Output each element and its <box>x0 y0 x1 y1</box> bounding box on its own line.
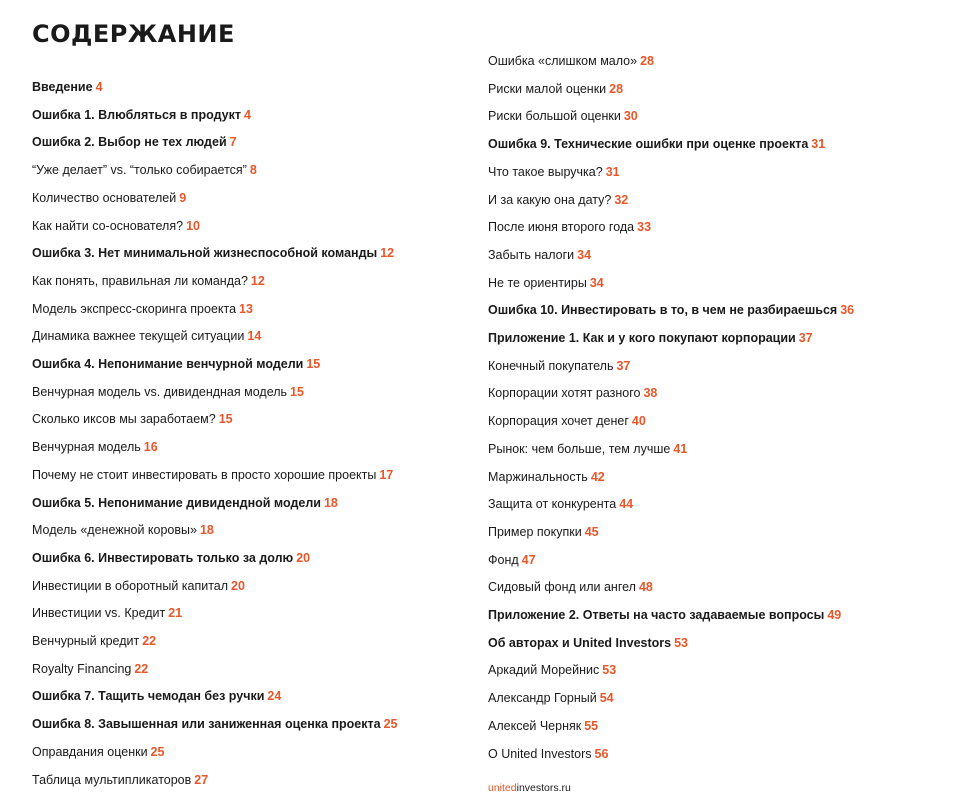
toc-entry-page: 49 <box>827 608 842 622</box>
toc-entry-page: 37 <box>616 358 631 373</box>
toc-entry[interactable] <box>488 247 591 263</box>
toc-entry-page: 25 <box>150 744 165 759</box>
toc-entry[interactable] <box>32 356 320 372</box>
toc-entry-page: 22 <box>134 661 149 676</box>
toc-entry-page: 36 <box>840 303 855 318</box>
toc-entry-title: Ошибка 10. Инвестировать в то, в чем не разбираешься <box>488 303 838 318</box>
footer-url[interactable] <box>488 782 571 794</box>
toc-entry[interactable] <box>488 219 651 235</box>
toc-entry[interactable] <box>32 384 304 400</box>
toc-entry[interactable] <box>488 330 813 346</box>
toc-entry-page: 31 <box>811 137 826 152</box>
toc-entry-title: Ошибка 5. Непонимание дивидендной модели <box>32 495 321 510</box>
toc-entry-title: Не те ориентиры <box>488 275 587 290</box>
toc-entry[interactable] <box>488 302 854 318</box>
toc-entry-title: Фонд <box>488 552 519 567</box>
toc-entry-title: Модель «денежной коровы» <box>32 523 197 538</box>
toc-entry-title: Александр Горный <box>488 691 597 706</box>
toc-entry[interactable] <box>488 164 620 180</box>
toc-entry-title: Динамика важнее текущей ситуации <box>32 329 245 344</box>
toc-entry-title: Сколько иксов мы заработаем? <box>32 412 216 427</box>
toc-entry-title: Об авторах и United Investors <box>488 635 672 650</box>
toc-entry-page: 34 <box>589 275 604 290</box>
page-title: СОДЕРЖАНИЕ <box>32 20 235 48</box>
toc-entry[interactable] <box>32 245 394 261</box>
toc-entry[interactable] <box>32 218 200 234</box>
toc-entry[interactable] <box>32 162 257 178</box>
toc-entry-page: 22 <box>142 634 157 648</box>
toc-entry[interactable] <box>32 134 237 150</box>
toc-entry[interactable] <box>488 690 614 706</box>
toc-entry-title: Аркадий Морейнис <box>488 663 600 678</box>
toc-entry-page: 17 <box>379 467 394 482</box>
toc-entry[interactable] <box>32 328 261 344</box>
toc-entry-page: 8 <box>249 163 257 178</box>
toc-entry[interactable] <box>488 635 688 651</box>
toc-entry-title: Как найти со-основателя? <box>32 218 184 233</box>
toc-entry-title: Венчурный кредит <box>32 634 140 648</box>
toc-entry-title: Ошибка 4. Непонимание венчурной модели <box>32 357 304 371</box>
toc-entry-page: 15 <box>306 357 321 371</box>
toc-entry-page: 18 <box>323 495 338 510</box>
toc-entry-page: 38 <box>643 386 658 401</box>
toc-entry-title: Инвестиции в оборотный капитал <box>32 578 229 593</box>
toc-entry[interactable] <box>32 550 310 566</box>
toc-entry-page: 33 <box>637 220 652 235</box>
toc-entry[interactable] <box>488 413 646 429</box>
toc-entry-title: Риски малой оценки <box>488 81 607 96</box>
toc-entry[interactable] <box>32 79 103 95</box>
toc-entry-title: Приложение 2. Ответы на часто задаваемые вопросы <box>488 608 825 622</box>
toc-entry-title: Ошибка 7. Тащить чемодан без ручки <box>32 689 265 704</box>
toc-entry-page: 44 <box>619 497 634 512</box>
toc-entry-title: После июня второго года <box>488 220 635 235</box>
toc-entry[interactable] <box>488 192 628 208</box>
toc-entry-title: Пример покупки <box>488 524 582 539</box>
footer-url-accent: united <box>488 782 517 794</box>
toc-entry-title: Ошибка 1. Влюбляться в продукт <box>32 107 242 122</box>
toc-entry-title: Оправдания оценки <box>32 744 148 759</box>
toc-entry-title: Сидовый фонд или ангел <box>488 580 636 595</box>
toc-entry-page: 4 <box>95 80 103 94</box>
toc-entry[interactable] <box>32 439 158 455</box>
toc-entry-page: 10 <box>186 218 200 233</box>
toc-entry-title: Как понять, правильная ли команда? <box>32 273 248 288</box>
toc-entry-title: Корпорация хочет денег <box>488 414 629 429</box>
toc-entry[interactable] <box>32 661 148 677</box>
toc-entry[interactable] <box>488 136 825 152</box>
toc-entry[interactable] <box>488 81 623 97</box>
toc-entry-title: Количество основателей <box>32 190 177 205</box>
toc-entry-page: 31 <box>605 164 620 179</box>
toc-entry-title: Ошибка 8. Завышенная или заниженная оценка проекта <box>32 717 381 732</box>
toc-entry[interactable] <box>32 578 245 594</box>
toc-entry-page: 45 <box>584 524 599 539</box>
footer-url-rest: investors.ru <box>516 782 571 794</box>
toc-entry-page: 9 <box>179 190 187 205</box>
toc-entry-title: Модель экспресс-скоринга проекта <box>32 301 237 316</box>
toc-entry-title: И за какую она дату? <box>488 192 612 207</box>
toc-entry-title: Что такое выручка? <box>488 164 603 179</box>
toc-entry-page: 55 <box>584 718 599 733</box>
toc-entry[interactable] <box>488 746 608 762</box>
toc-entry-title: Таблица мультипликаторов <box>32 772 192 787</box>
toc-entry[interactable] <box>488 441 687 457</box>
toc-entry[interactable] <box>488 469 605 485</box>
toc-entry[interactable] <box>32 716 397 732</box>
toc-entry-title: Риски большой оценки <box>488 109 621 124</box>
toc-entry-page: 34 <box>577 247 592 262</box>
toc-entry-page: 28 <box>609 81 624 96</box>
toc-entry[interactable] <box>488 662 616 678</box>
toc-entry-page: 15 <box>290 384 304 399</box>
toc-entry[interactable] <box>488 275 604 291</box>
toc-entry-title: Корпорации хотят разного <box>488 386 641 401</box>
toc-entry-title: Конечный покупатель <box>488 358 614 373</box>
toc-entry-page: 12 <box>380 246 395 261</box>
toc-entry-page: 4 <box>244 107 251 122</box>
toc-entry-page: 41 <box>673 441 688 456</box>
toc-entry-page: 16 <box>143 440 158 455</box>
toc-entry[interactable] <box>488 552 536 568</box>
toc-entry[interactable] <box>32 495 338 511</box>
toc-entry-title: Ошибка 2. Выбор не тех людей <box>32 135 227 150</box>
toc-entry-page: 20 <box>296 550 311 565</box>
toc-entry[interactable] <box>32 688 281 704</box>
toc-entry-page: 42 <box>590 469 605 484</box>
toc-entry[interactable] <box>32 605 182 621</box>
toc-entry-title: “Уже делает” vs. “только собирается” <box>32 163 247 178</box>
toc-entry-page: 21 <box>168 606 183 621</box>
toc-entry-page: 30 <box>623 109 638 124</box>
toc-entry-page: 7 <box>229 135 237 150</box>
toc-entry-title: Инвестиции vs. Кредит <box>32 606 166 621</box>
toc-entry-page: 13 <box>239 301 253 316</box>
toc-entry[interactable] <box>488 607 841 623</box>
toc-entry[interactable] <box>488 718 598 734</box>
toc-entry-title: Защита от конкурента <box>488 497 617 512</box>
toc-entry-title: Ошибка «слишком мало» <box>488 54 638 68</box>
toc-entry-page: 25 <box>383 717 398 732</box>
toc-entry-page: 12 <box>250 273 265 288</box>
toc-entry-title: Маржинальность <box>488 469 588 484</box>
toc-entry[interactable] <box>32 301 253 317</box>
toc-entry[interactable] <box>32 107 251 123</box>
toc-entry-page: 32 <box>614 192 629 207</box>
toc-entry-page: 48 <box>638 580 653 595</box>
toc-entry-title: Приложение 1. Как и у кого покупают корпорации <box>488 331 796 345</box>
toc-entry[interactable] <box>32 411 233 427</box>
toc-entry[interactable] <box>488 53 654 69</box>
toc-entry-page: 14 <box>247 329 262 344</box>
toc-entry[interactable] <box>32 273 265 289</box>
toc-entry[interactable] <box>488 496 633 512</box>
toc-entry[interactable] <box>32 772 208 788</box>
toc-entry[interactable] <box>32 522 214 538</box>
toc-entry-page: 47 <box>521 552 536 567</box>
toc-entry[interactable] <box>32 467 393 483</box>
toc-entry-title: Забыть налоги <box>488 247 575 262</box>
toc-entry-title: Венчурная модель vs. дивидендная модель <box>32 384 288 399</box>
toc-entry[interactable] <box>32 190 186 206</box>
toc-entry-title: Почему не стоит инвестировать в просто хорошие проекты <box>32 467 377 482</box>
toc-entry-page: 20 <box>231 578 245 593</box>
toc-entry-page: 53 <box>602 663 617 678</box>
toc-entry[interactable] <box>32 744 164 760</box>
toc-entry-title: Ошибка 6. Инвестировать только за долю <box>32 550 294 565</box>
toc-entry-page: 15 <box>218 412 233 427</box>
toc-entry-title: Введение <box>32 80 93 94</box>
toc-entry-page: 24 <box>267 689 282 704</box>
toc-entry-page: 53 <box>674 635 688 650</box>
toc-entry-page: 40 <box>631 414 646 429</box>
toc-entry[interactable] <box>488 524 599 540</box>
toc-entry-title: Ошибка 3. Нет минимальной жизнеспособной команды <box>32 246 378 261</box>
toc-entry-title: Рынок: чем больше, тем лучше <box>488 441 671 456</box>
toc-entry-page: 56 <box>594 746 609 761</box>
toc-entry-title: Ошибка 9. Технические ошибки при оценке проекта <box>488 137 809 152</box>
toc-entry-page: 28 <box>640 54 654 68</box>
toc-entry[interactable] <box>488 108 638 124</box>
toc-entry[interactable] <box>488 579 653 595</box>
toc-entry-title: Royalty Financing <box>32 661 132 676</box>
toc-entry[interactable] <box>488 358 630 374</box>
toc-entry[interactable] <box>32 633 156 649</box>
toc-entry-title: Алексей Черняк <box>488 718 582 733</box>
toc-entry-page: 37 <box>798 331 813 345</box>
toc-entry-page: 54 <box>599 691 614 706</box>
toc-entry-page: 27 <box>194 772 209 787</box>
toc-entry-page: 18 <box>199 523 214 538</box>
toc-entry-title: Венчурная модель <box>32 440 141 455</box>
toc-entry-title: О United Investors <box>488 746 592 761</box>
toc-entry[interactable] <box>488 385 657 401</box>
